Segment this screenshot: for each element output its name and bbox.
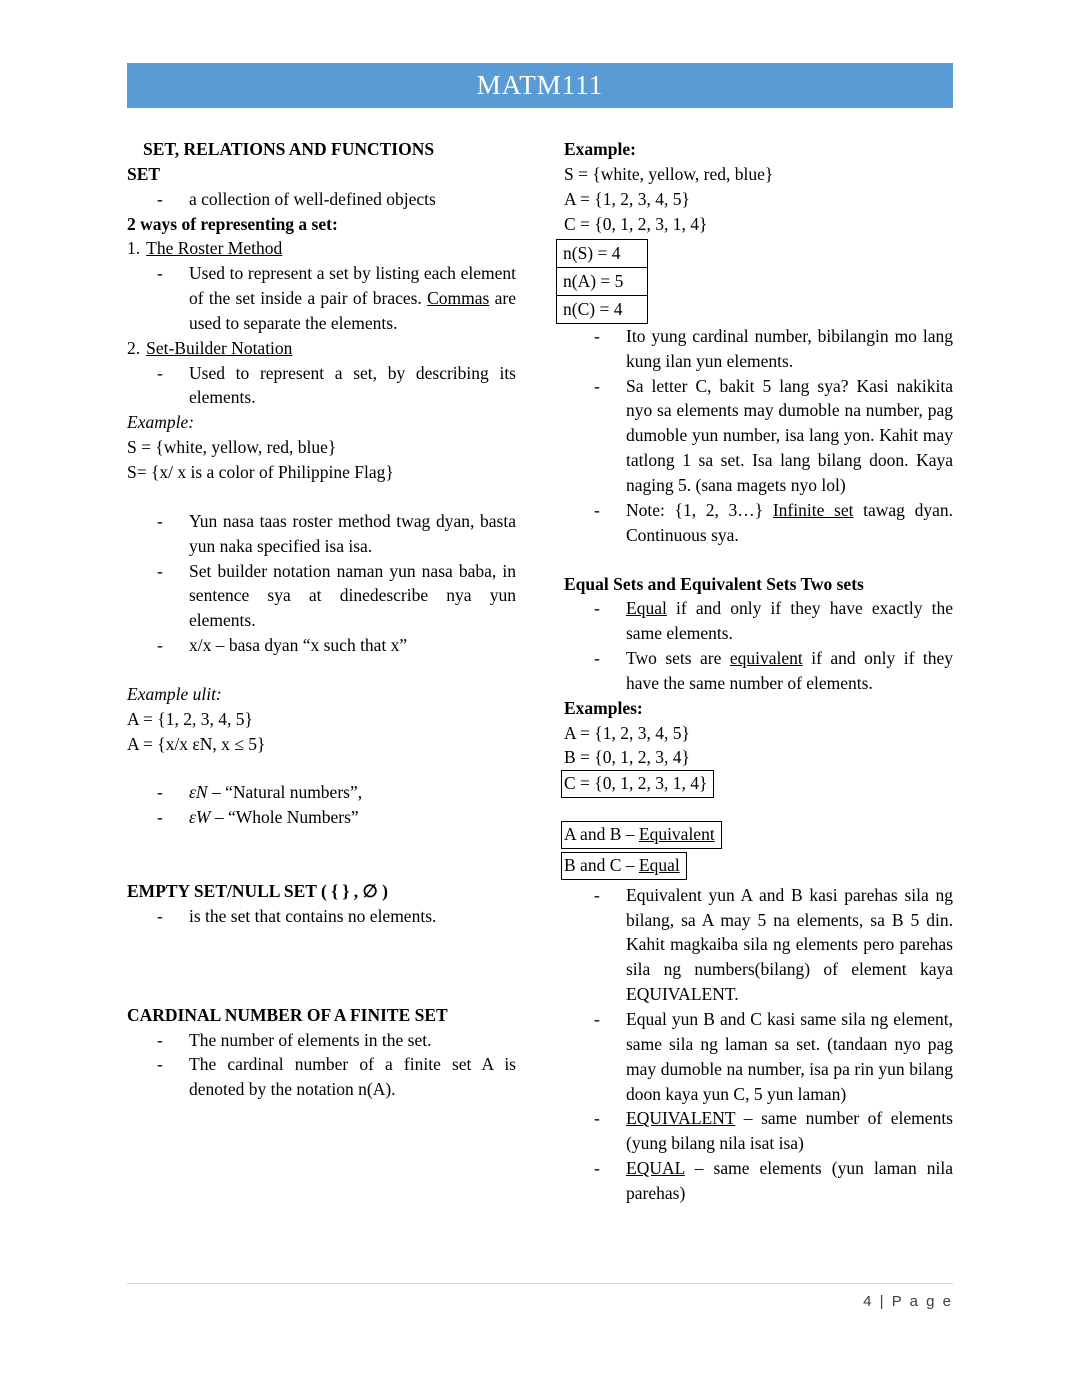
roster-title: The Roster Method bbox=[146, 238, 283, 259]
ways-heading: 2 ways of representing a set: bbox=[127, 213, 338, 234]
b-c-equal-boxed: B and C – Equal bbox=[561, 852, 687, 880]
spacer bbox=[127, 658, 516, 682]
spacer bbox=[564, 548, 953, 572]
examples-set-b: B = {0, 1, 2, 3, 4} bbox=[564, 747, 690, 768]
spacer bbox=[127, 485, 516, 509]
spacer bbox=[127, 830, 516, 879]
commas-underlined: Commas bbox=[427, 288, 490, 309]
course-banner bbox=[127, 63, 953, 108]
cardinal-na: n(A) = 5 bbox=[557, 267, 647, 295]
examples-set-a: A = {1, 2, 3, 4, 5} bbox=[564, 722, 690, 743]
whole-numbers-note: - εW – “Whole Numbers” bbox=[127, 805, 516, 830]
empty-set-heading: EMPTY SET/NULL SET ( { } , ∅ ) bbox=[127, 881, 388, 902]
example2-builder: A = {x/x εN, x ≤ 5} bbox=[127, 733, 266, 754]
equal-equivalent-heading: Equal Sets and Equivalent Sets Two sets bbox=[564, 573, 864, 594]
page-content bbox=[127, 137, 953, 1206]
a-b-equivalent-row bbox=[564, 821, 953, 849]
empty-set-definition: - is the set that contains no elements. bbox=[127, 904, 516, 929]
cardinal-ns: n(S) = 4 bbox=[563, 243, 621, 264]
builder-title: Set-Builder Notation bbox=[146, 337, 293, 358]
builder-description: - Used to represent a set, by describing its elements. bbox=[127, 361, 516, 411]
examples-set-c-row bbox=[564, 770, 953, 798]
examples-label: Examples: bbox=[564, 697, 643, 718]
example2-roster: A = {1, 2, 3, 4, 5} bbox=[127, 708, 253, 729]
example-set-s: S = {white, yellow, red, blue} bbox=[564, 163, 774, 184]
cardinal-note-1: - Ito yung cardinal number, bibilangin mo lang kung ilan yun elements. bbox=[564, 324, 953, 374]
left-column bbox=[127, 137, 516, 1206]
natural-numbers-note: - εN – “Natural numbers”, bbox=[127, 780, 516, 805]
set-heading: SET bbox=[127, 163, 161, 184]
cardinal-heading: CARDINAL NUMBER OF A FINITE SET bbox=[127, 1004, 448, 1025]
example-label: Example: bbox=[564, 139, 636, 159]
cardinal-definition-2: - The cardinal number of a finite set A is denoted by the notation n(A). bbox=[127, 1052, 516, 1102]
spacer bbox=[127, 756, 516, 780]
equal-underlined: Equal bbox=[626, 598, 667, 619]
example-ulit-label: Example ulit: bbox=[127, 683, 222, 704]
spacer bbox=[127, 929, 516, 1003]
equivalent-term-underlined: EQUIVALENT bbox=[626, 1108, 736, 1129]
example-set-builder: S= {x/ x is a color of Philippine Flag} bbox=[127, 461, 394, 482]
such-that-note: - x/x – basa dyan “x such that x” bbox=[127, 633, 516, 658]
roster-number: 1. bbox=[127, 238, 141, 259]
cardinal-definition-1: - The number of elements in the set. bbox=[127, 1028, 516, 1053]
example-label: Example: bbox=[127, 412, 195, 433]
spacer bbox=[564, 801, 953, 821]
section-title: SET, RELATIONS AND FUNCTIONS bbox=[143, 139, 435, 159]
infinite-set-underlined: Infinite set bbox=[772, 499, 854, 520]
course-title: MATM111 bbox=[476, 70, 604, 101]
epsilon-n-symbol: εN bbox=[189, 782, 208, 803]
cardinal-nc: n(C) = 4 bbox=[557, 295, 647, 323]
builder-number: 2. bbox=[127, 337, 141, 358]
a-b-equivalent-boxed: A and B – Equivalent bbox=[561, 821, 722, 849]
right-column bbox=[564, 137, 953, 1206]
equivalent-definition: - Two sets are equivalent if and only if they have the same number of elements. bbox=[564, 646, 953, 696]
cardinal-numbers-box bbox=[556, 239, 648, 324]
footer-divider bbox=[127, 1283, 953, 1284]
infinite-set-note: - Note: {1, 2, 3…} Infinite set tawag dyan. Continuous sya. bbox=[564, 498, 953, 548]
roster-note: - Yun nasa taas roster method twag dyan, basta yun naka specified isa isa. bbox=[127, 509, 516, 559]
roster-method-description: - Used to represent a set by listing each element of the set inside a pair of braces. Commas are used to separate the elements. bbox=[127, 261, 516, 336]
equivalent-underlined: equivalent bbox=[729, 648, 803, 669]
builder-notation-heading bbox=[127, 336, 516, 361]
example-set-c: C = {0, 1, 2, 3, 1, 4} bbox=[564, 213, 708, 234]
example-set-roster: S = {white, yellow, red, blue} bbox=[127, 437, 337, 458]
equivalent-summary: - EQUIVALENT – same number of elements (yung bilang nila isat isa) bbox=[564, 1106, 953, 1156]
example-set-a: A = {1, 2, 3, 4, 5} bbox=[564, 188, 690, 209]
epsilon-w-symbol: εW bbox=[189, 807, 211, 828]
b-c-equal-row bbox=[564, 852, 953, 880]
page-number: 4 | P a g e bbox=[863, 1293, 953, 1310]
examples-set-c-boxed: C = {0, 1, 2, 3, 1, 4} bbox=[561, 770, 714, 798]
set-definition: - a collection of well-defined objects bbox=[127, 187, 516, 212]
roster-method-heading bbox=[127, 236, 516, 261]
cardinal-note-2: - Sa letter C, bakit 5 lang sya? Kasi nakikita nyo sa elements may dumoble na number, pag dumoble yun number, isa lang yon. Kahit may tatlong 1 sa set. Isa lang bilang doon. Kaya naging 5. (sana magets nyo lol) bbox=[564, 374, 953, 498]
equal-explanation: - Equal yun B and C kasi same sila ng element, same sila ng laman sa set. (tandaan nyo pag may dumoble na number, isa pa rin yun bilang doon kaya yun C, 5 yun laman) bbox=[564, 1007, 953, 1106]
builder-note: - Set builder notation naman yun nasa baba, in sentence sya at dinedescribe nya yun elements. bbox=[127, 559, 516, 634]
equal-summary: - EQUAL – same elements (yun laman nila parehas) bbox=[564, 1156, 953, 1206]
equal-term-underlined: EQUAL bbox=[626, 1158, 685, 1179]
equivalent-explanation: - Equivalent yun A and B kasi parehas sila ng bilang, sa A may 5 na elements, sa B 5 din. Kahit magkaiba sila ng elements pero parehas sila ng numbers(bilang) of element kaya EQUIVALENT. bbox=[564, 883, 953, 1007]
equal-definition: - Equal if and only if they have exactly the same elements. bbox=[564, 596, 953, 646]
